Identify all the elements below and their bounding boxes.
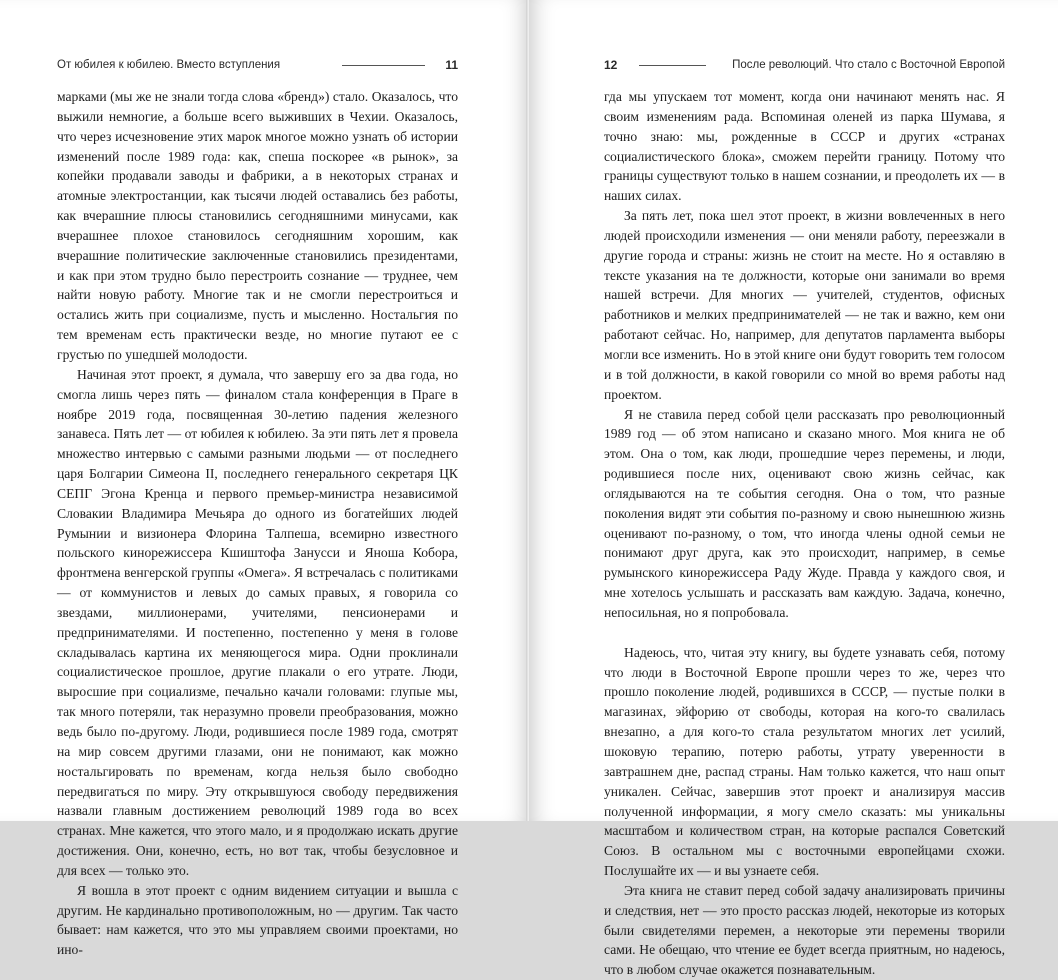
right-page-number: 12 [604, 58, 618, 72]
paragraph: гда мы упускаем тот момент, когда они начинают менять нас. Я своим изменениям рада. Вспоминая оленей из парка Шумава, я точно знаю: мы, рожденные в СССР и других «странах социалистического блока», сможем перейти границу. Потому что границы существуют только в нашем сознании, и преодолеть их — в наших силах. [604, 89, 1005, 204]
left-header-rule [342, 65, 425, 66]
right-page-body [604, 87, 1005, 980]
left-page-number: 11 [445, 58, 458, 72]
paragraph: Эта книга не ставит перед собой задачу анализировать причины и следствия, нет — это просто рассказ людей, некоторые из которых были свидетелями перемен, а некоторые эти перемены творили сами. Не обещаю, что чтение ее будет всегда приятным, но надеюсь, что в любом случае окажется познавательным. [604, 882, 1005, 978]
paragraph: Я вошла в этот проект с одним видением ситуации и вышла с другим. Не кардинально противоположным, но — другим. Так часто бывает: нам кажется, что это мы управляем своими проектами, но ино- [57, 882, 458, 958]
right-running-header [604, 56, 1005, 74]
paragraph: марками (мы же не знали тогда слова «бренд») стало. Оказалось, что выжили немногие, а больше всего выживших в Чехии. Оказалось, что через исчезновение этих марок многое можно узнать об истории изменений после 1989 года: как, спеша поскорее «в рынок», за копейки продавали заводы и фабрики, а в некоторых странах и атомные электростанции, как тысячи людей оставались без работы, как вчерашние плюсы становились сегодняшними минусами, как вчерашнее плохое становилось сегодняшним хорошим, как вчерашние политические заключенные становились президентами, и как при этом трудно было перестроить сознание — труднее, чем найти новую работу. Многие так и не смогли перестроиться и остались жить при социализме, пусть и мысленно. Ностальгия по тем временам есть практически везде, но многие путают ее с грустью по ушедшей молодости. [57, 89, 458, 362]
right-header-title: После революций. Что стало с Восточной Европой [732, 59, 1005, 71]
paragraph: Начиная этот проект, я думала, что завершу его за два года, но смогла лишь через пять — финалом стала конференция в Праге в ноябре 2019 года, посвященная 30-летию падения железного занавеса. Пять лет — от юбилея к юбилею. За эти пять лет я провела множество интервью с самыми разными людьми — от последнего царя Болгарии Симеона II, последнего генерального секретаря ЦК СЕПГ Эгона Кренца и первого премьер-министра независимой Словакии Владимира Мечьяра до одного из богатейших людей Румынии и визионера Флорина Талпеша, всемирно известного польского кинорежиссера Кшиштофа Занусси и Яноша Кобора, фронтмена венгерской группы «Омега». Я встречалась с политиками — от коммунистов и левых до самых правых, я говорила со звездами, миллионерами, учителями, пенсионерами и предпринимателями. И постепенно, постепенно у меня в голове складывалась картина их меняющегося мира. Одни проклинали социалистическое прошлое, другие плакали о его утрате. Люди, выросшие при социализме, печально качали головами: глупые мы, так много потеряли, так неразумно провели преобразования, можно ведь было по-другому. Люди, родившиеся после 1989 года, смотрят на мир совсем другими глазами, они не понимают, как можно ностальгировать по временам, когда нельзя было свободно передвигаться по миру. Эту открывшуюся свободу передвижения назвали главным достижением революций 1989 года во всех странах. Мне кажется, что этого мало, и я продолжаю искать другие достижения. Они, конечно, есть, но вот так, чтобы безусловное и для всех — только это. [57, 366, 458, 878]
left-running-header [57, 56, 458, 74]
paragraph: Я не ставила перед собой цели рассказать про революционный 1989 год — об этом написано и сказано много. Моя книга не об этом. Она о том, как люди, прошедшие через перемены, и люди, родившиеся после них, оценивают свою жизнь сейчас, как оглядываются на те события сегодня. Она о том, что разные поколения видят эти события по-разному и свою нынешнюю жизнь оценивают по-разному, о том, что иногда члены одной семьи не понимают друг друга, как это происходит, например, в семье румынского кинорежиссера Раду Жуде. Правда у каждого своя, и мне хотелось услышать и рассказать вам каждую. Задача, конечно, непосильная, но я попробовала. [604, 406, 1005, 620]
right-header-rule [639, 65, 706, 66]
left-page-body [57, 87, 458, 960]
left-header-title: От юбилея к юбилею. Вместо вступления [57, 59, 281, 71]
paragraph: За пять лет, пока шел этот проект, в жизни вовлеченных в него людей происходили изменения — они меняли работу, переезжали в другие города и страны: жизнь не стоит на месте. Но я оставляю в тексте указания на те должности, которые они занимали во время нашей встречи. Для многих — учителей, студентов, офисных работников и мелких предпринимателей — не так и важно, кем они работают сейчас. Но, например, для депутатов парламента выборы могли все изменить. Но в этой книге они будут говорить тем голосом и в той должности, в какой говорили со мной во время работы над проектом. [604, 208, 1005, 402]
right-page [529, 0, 1058, 978]
left-page [0, 0, 529, 958]
paragraph: Надеюсь, что, читая эту книгу, вы будете узнавать себя, потому что люди в Восточной Европе прошли через то же, через что прошло поколение людей, родившихся в СССР, — пустые полки в магазинах, эйфорию от свободы, которая на кого-то свалилась внезапно, а для кого-то стала результатом многих лет усилий, шоковую терапию, потерю работы, утрату уверенности в завтрашнем дне, распад страны. Нам только кажется, что наш опыт уникален. Сейчас, завершив этот проект и анализируя массив полученной информации, я могу смело сказать: мы уникальны масштабом и количеством стран, на которые распался Советский Союз. В остальном мы с восточными европейцами схожи. Послушайте их — и вы узнаете себя. [604, 644, 1005, 879]
